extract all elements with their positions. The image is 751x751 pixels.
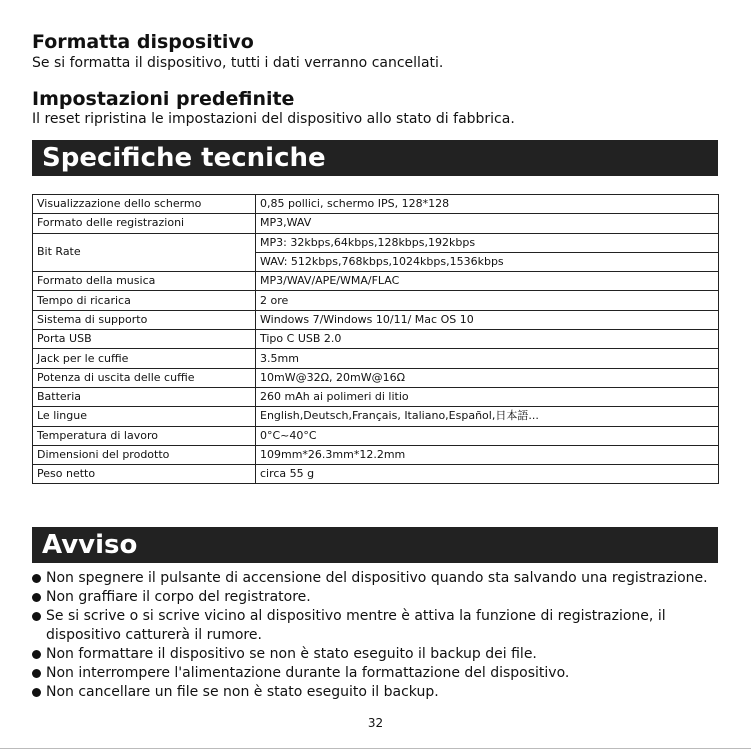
spec-value: WAV: 512kbps,768kbps,1024kbps,1536kbps	[256, 252, 719, 271]
table-row	[33, 465, 719, 484]
format-description: Se si formatta il dispositivo, tutti i dati verranno cancellati.	[32, 55, 444, 71]
bullet-icon	[32, 688, 41, 697]
table-row	[33, 310, 719, 329]
spec-label: Dimensioni del prodotto	[33, 445, 256, 464]
spec-label: Formato delle registrazioni	[33, 214, 256, 233]
notice-list	[32, 569, 732, 702]
spec-value: circa 55 g	[256, 465, 719, 484]
spec-label: Le lingue	[33, 407, 256, 426]
list-item	[32, 664, 732, 683]
spec-value: MP3/WAV/APE/WMA/FLAC	[256, 272, 719, 291]
table-row	[33, 272, 719, 291]
notice-text: Se si scrive o si scrive vicino al dispositivo mentre è attiva la funzione di registrazione, il dispositivo catturerà il rumore.	[46, 608, 666, 643]
spec-label: Potenza di uscita delle cuffie	[33, 368, 256, 387]
table-row	[33, 407, 719, 426]
table-row	[33, 291, 719, 310]
spec-label: Jack per le cuffie	[33, 349, 256, 368]
page-number: 32	[367, 716, 384, 730]
spec-label: Visualizzazione dello schermo	[33, 195, 256, 214]
spec-value: MP3,WAV	[256, 214, 719, 233]
spec-label: Temperatura di lavoro	[33, 426, 256, 445]
bullet-icon	[32, 669, 41, 678]
page-bottom-divider	[0, 748, 751, 749]
notice-text: Non graffiare il corpo del registratore.	[46, 589, 311, 605]
spec-label: Porta USB	[33, 330, 256, 349]
spec-value: 260 mAh ai polimeri di litio	[256, 387, 719, 406]
table-row	[33, 445, 719, 464]
spec-value: 109mm*26.3mm*12.2mm	[256, 445, 719, 464]
specs-table	[32, 194, 719, 484]
specs-section-header: Specifiche tecniche	[32, 140, 718, 176]
spec-value: 3.5mm	[256, 349, 719, 368]
spec-label: Peso netto	[33, 465, 256, 484]
notice-text: Non interrompere l'alimentazione durante la formattazione del dispositivo.	[46, 665, 570, 681]
spec-value: Tipo C USB 2.0	[256, 330, 719, 349]
table-row	[33, 426, 719, 445]
notice-text: Non formattare il dispositivo se non è stato eseguito il backup dei file.	[46, 646, 537, 662]
list-item	[32, 683, 732, 702]
spec-label: Bit Rate	[33, 233, 256, 272]
spec-value: 0,85 pollici, schermo IPS, 128*128	[256, 195, 719, 214]
spec-value: 2 ore	[256, 291, 719, 310]
bullet-icon	[32, 574, 41, 583]
defaults-description: Il reset ripristina le impostazioni del dispositivo allo stato di fabbrica.	[32, 111, 515, 127]
list-item	[32, 588, 732, 607]
notice-text: Non cancellare un file se non è stato eseguito il backup.	[46, 684, 439, 700]
table-row	[33, 330, 719, 349]
spec-value: Windows 7/Windows 10/11/ Mac OS 10	[256, 310, 719, 329]
table-row	[33, 195, 719, 214]
table-row	[33, 214, 719, 233]
spec-label: Sistema di supporto	[33, 310, 256, 329]
notice-text: Non spegnere il pulsante di accensione del dispositivo quando sta salvando una registrazione.	[46, 570, 708, 586]
list-item	[32, 569, 732, 588]
spec-label: Tempo di ricarica	[33, 291, 256, 310]
notice-section-header: Avviso	[32, 527, 718, 563]
table-row	[33, 368, 719, 387]
format-heading: Formatta dispositivo	[32, 31, 254, 53]
spec-label: Formato della musica	[33, 272, 256, 291]
spec-value: MP3: 32kbps,64kbps,128kbps,192kbps	[256, 233, 719, 252]
bullet-icon	[32, 612, 41, 621]
spec-label: Batteria	[33, 387, 256, 406]
list-item	[32, 607, 732, 645]
bullet-icon	[32, 650, 41, 659]
spec-value: English,Deutsch,Français, Italiano,Español,日本語...	[256, 407, 719, 426]
defaults-heading: Impostazioni predefinite	[32, 88, 295, 110]
spec-value: 10mW@32Ω, 20mW@16Ω	[256, 368, 719, 387]
list-item	[32, 645, 732, 664]
specs-table-body	[33, 195, 719, 484]
table-row	[33, 387, 719, 406]
table-row	[33, 349, 719, 368]
table-row	[33, 233, 719, 252]
bullet-icon	[32, 593, 41, 602]
spec-value: 0°C~40°C	[256, 426, 719, 445]
